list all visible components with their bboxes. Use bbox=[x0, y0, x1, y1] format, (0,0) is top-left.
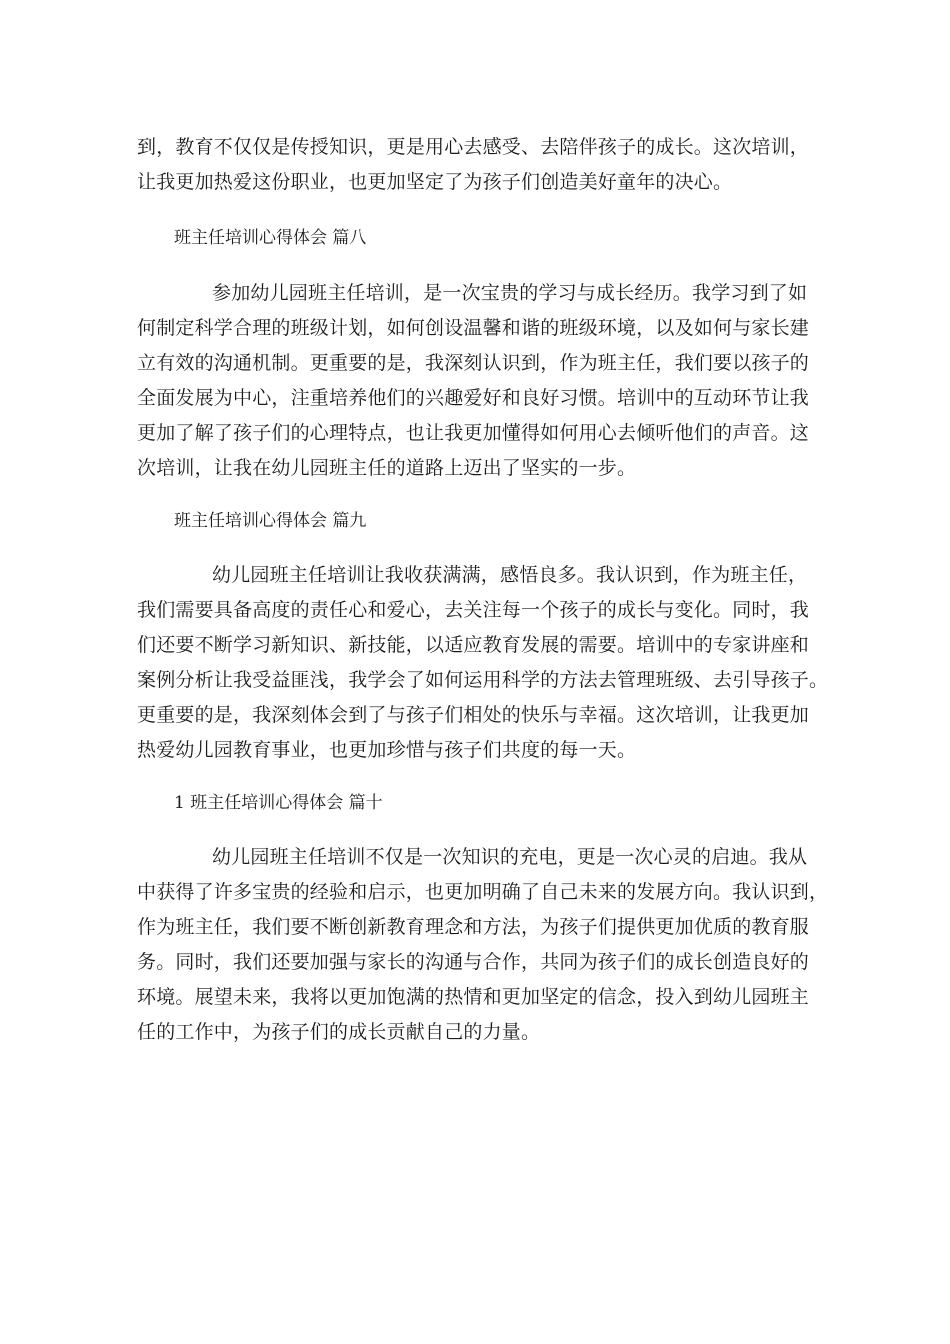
section-10-line-6: 任的工作中，为孩子们的成长贡献自己的力量。 bbox=[137, 1021, 541, 1043]
intro-line-1: 到，教育不仅仅是传授知识，更是用心去感受、去陪伴孩子的成长。这次培训， bbox=[137, 136, 810, 158]
section-8-line-6: 次培训，让我在幼儿园班主任的道路上迈出了坚实的一步。 bbox=[137, 457, 637, 479]
section-8-line-2: 何制定科学合理的班级计划，如何创设温馨和谐的班级环境，以及如何与家长建 bbox=[137, 317, 810, 339]
intro-line-2: 让我更加热爱这份职业，也更加坚定了为孩子们创造美好童年的决心。 bbox=[137, 171, 733, 193]
section-9-line-1: 幼儿园班主任培训让我收获满满，感悟良多。我认识到，作为班主任， bbox=[212, 564, 808, 586]
section-8-line-1: 参加幼儿园班主任培训，是一次宝贵的学习与成长经历。我学习到了如 bbox=[212, 282, 808, 304]
section-10-line-4: 务。同时，我们还要加强与家长的沟通与合作，共同为孩子们的成长创造良好的 bbox=[137, 951, 810, 973]
section-9-heading: 班主任培训心得体会 篇九 bbox=[174, 511, 367, 531]
section-8-line-4: 全面发展为中心，注重培养他们的兴趣爱好和良好习惯。培训中的互动环节让我 bbox=[137, 387, 810, 409]
section-10-heading: 1 班主任培训心得体会 篇十 bbox=[174, 793, 383, 813]
section-9-line-4: 案例分析让我受益匪浅，我学会了如何运用科学的方法去管理班级、去引导孩子。 bbox=[137, 669, 829, 691]
section-9-line-3: 们还要不断学习新知识、新技能，以适应教育发展的需要。培训中的专家讲座和 bbox=[137, 634, 810, 656]
section-8-line-3: 立有效的沟通机制。更重要的是，我深刻认识到，作为班主任，我们要以孩子的 bbox=[137, 352, 810, 374]
section-10-line-3: 作为班主任，我们要不断创新教育理念和方法，为孩子们提供更加优质的教育服 bbox=[137, 916, 810, 938]
section-9-line-5: 更重要的是，我深刻体会到了与孩子们相处的快乐与幸福。这次培训，让我更加 bbox=[137, 704, 810, 726]
section-9-line-2: 我们需要具备高度的责任心和爱心，去关注每一个孩子的成长与变化。同时，我 bbox=[137, 599, 810, 621]
section-10-line-1: 幼儿园班主任培训不仅是一次知识的充电，更是一次心灵的启迪。我从 bbox=[212, 846, 808, 868]
section-10-line-2: 中获得了许多宝贵的经验和启示，也更加明确了自己未来的发展方向。我认识到， bbox=[137, 881, 829, 903]
section-8-heading: 班主任培训心得体会 篇八 bbox=[174, 228, 367, 248]
section-8-line-5: 更加了解了孩子们的心理特点，也让我更加懂得如何用心去倾听他们的声音。这 bbox=[137, 422, 810, 444]
section-9-line-6: 热爱幼儿园教育事业，也更加珍惜与孩子们共度的每一天。 bbox=[137, 739, 637, 761]
section-10-line-5: 环境。展望未来，我将以更加饱满的热情和更加坚定的信念，投入到幼儿园班主 bbox=[137, 986, 810, 1008]
